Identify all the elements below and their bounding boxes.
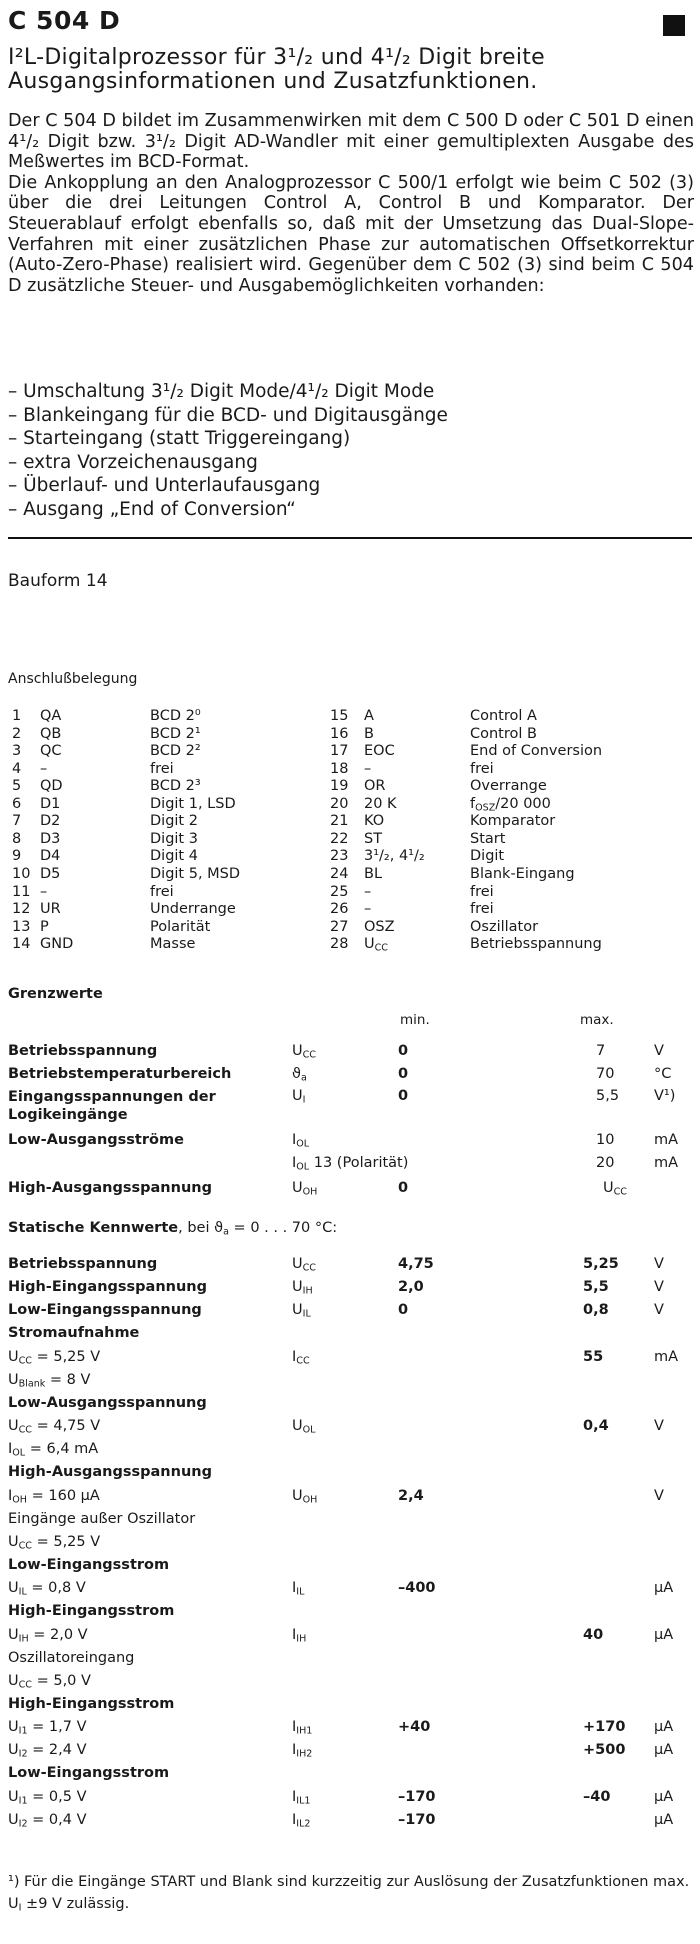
feature-item: – Blankeingang für die BCD- und Digitausgänge bbox=[8, 404, 448, 426]
pin-symbol: D1 bbox=[40, 795, 61, 812]
static-symbol: $U_{IH}$ bbox=[292, 1279, 313, 1297]
static-unit: V bbox=[654, 1256, 664, 1272]
intro-text bbox=[8, 111, 694, 296]
pin-description: Oszillator bbox=[470, 918, 539, 935]
pin-symbol: QD bbox=[40, 778, 63, 795]
pin-number: 15 bbox=[330, 708, 349, 724]
static-label: Stromaufnahme bbox=[8, 1325, 140, 1341]
limit-symbol: $I_{OL}$ bbox=[292, 1132, 310, 1150]
limit-symbol: $U_I$ bbox=[292, 1088, 306, 1106]
static-unit: V bbox=[654, 1488, 664, 1504]
pin-symbol: – bbox=[40, 760, 48, 777]
subtitle: I²L-Digitalprozessor für 3¹/₂ und 4¹/₂ Digit breite Ausgangsinformationen und Zusatzfunktionen. bbox=[8, 45, 545, 94]
static-symbol: $I_{IH1}$ bbox=[292, 1719, 313, 1737]
static-label: $U_{CC} = 5,0$ V bbox=[8, 1673, 91, 1691]
pin-description: Underrange bbox=[150, 901, 236, 918]
static-symbol: $I_{IL1}$ bbox=[292, 1789, 311, 1807]
limit-max: $U_{CC}$ bbox=[603, 1180, 627, 1198]
pin-number: 19 bbox=[330, 778, 349, 795]
static-min: –170 bbox=[398, 1789, 436, 1805]
static-min: 2,0 bbox=[398, 1279, 424, 1295]
static-label: $U_{I2} = 2,4$ V bbox=[8, 1742, 87, 1760]
static-max: +500 bbox=[583, 1742, 626, 1758]
pin-number: 6 bbox=[12, 795, 22, 812]
pin-symbol: B bbox=[364, 725, 374, 742]
pin-symbol: – bbox=[364, 760, 372, 777]
limit-max: 5,5 bbox=[596, 1088, 620, 1104]
intro-paragraph-2: Die Ankopplung an den Analogprozessor C 500/1 erfolgt wie beim C 502 (3) über die drei Leitungen Control A, Control B und Komparator. Der Steuerablauf erfolgt ebenfalls so, daß mit der Umsetzung das Dual-Slope-Verfahren mit einer zusätzlichen Phase zur automatischen Offsetkorrektur (Auto-Zero-Phase) realisiert wird. Gegenüber dem C 502 (3) sind beim C 504 D zusätzliche Steuer- und Ausgabemöglichkeiten vorhanden: bbox=[8, 172, 694, 296]
static-min: –400 bbox=[398, 1580, 436, 1596]
limit-unit: V¹) bbox=[654, 1088, 676, 1104]
limit-label: Low-Ausgangsströme bbox=[8, 1132, 184, 1148]
static-min: 0 bbox=[398, 1302, 409, 1318]
static-unit: mA bbox=[654, 1349, 679, 1365]
static-label: $U_{IL} = 0,8$ V bbox=[8, 1580, 86, 1598]
static-max: 0,4 bbox=[583, 1418, 609, 1434]
package-label: Bauform 14 bbox=[8, 571, 108, 591]
static-label: Low-Eingangsstrom bbox=[8, 1765, 170, 1781]
pin-description: BCD 2⁰ bbox=[150, 708, 201, 724]
pin-symbol: 3¹/₂, 4¹/₂ bbox=[364, 848, 425, 865]
pin-number: 5 bbox=[12, 778, 22, 795]
pin-symbol: EOC bbox=[364, 743, 395, 760]
pin-symbol: – bbox=[364, 883, 372, 900]
pin-symbol: QC bbox=[40, 743, 62, 760]
pin-description: frei bbox=[150, 883, 174, 900]
static-label: $U_{I1} = 0,5$ V bbox=[8, 1789, 87, 1807]
static-unit: μA bbox=[654, 1812, 674, 1828]
pin-symbol: D3 bbox=[40, 830, 61, 847]
pin-number: 14 bbox=[12, 936, 31, 953]
static-max: –40 bbox=[583, 1789, 611, 1805]
static-max: 0,8 bbox=[583, 1302, 609, 1318]
pin-number: 17 bbox=[330, 743, 349, 760]
pin-symbol: OSZ bbox=[364, 918, 395, 935]
static-min: –170 bbox=[398, 1812, 436, 1828]
static-label: Betriebsspannung bbox=[8, 1256, 158, 1272]
intro-paragraph-1: Der C 504 D bildet im Zusammenwirken mit dem C 500 D oder C 501 D einen 4¹/₂ Digit bzw. 3¹/₂ Digit AD-Wandler mit einer gemultiplexten Ausgabe des Meßwertes im BCD-Format. bbox=[8, 111, 694, 173]
static-symbol: $U_{OH}$ bbox=[292, 1488, 318, 1506]
static-min: +40 bbox=[398, 1719, 431, 1735]
static-symbol: $I_{IL2}$ bbox=[292, 1812, 311, 1830]
static-label: $I_{OL} = 6,4$ mA bbox=[8, 1441, 99, 1459]
pin-number: 28 bbox=[330, 936, 349, 953]
page-title: C 504 D bbox=[8, 6, 121, 35]
pin-symbol: D4 bbox=[40, 848, 61, 865]
pin-number: 4 bbox=[12, 760, 22, 777]
static-label: High-Eingangsstrom bbox=[8, 1603, 175, 1619]
feature-item: – Starteingang (statt Triggereingang) bbox=[8, 428, 351, 449]
footnote-text: Für die Eingänge START und Blank sind kurzzeitig zur Auslösung der Zusatzfunktionen max. $U_I \pm 9$ V zulässig. bbox=[8, 1874, 690, 1914]
pin-number: 16 bbox=[330, 725, 349, 742]
static-max: 40 bbox=[583, 1627, 604, 1643]
pin-number: 25 bbox=[330, 883, 349, 900]
static-label: $I_{OH} = 160$ μA bbox=[8, 1488, 100, 1506]
pin-description: End of Conversion bbox=[470, 743, 603, 760]
pin-description: Start bbox=[470, 830, 506, 847]
static-symbol: $U_{OL}$ bbox=[292, 1418, 316, 1436]
limit-label: Betriebstemperaturbereich bbox=[8, 1066, 232, 1082]
pin-number: 24 bbox=[330, 865, 349, 882]
static-symbol: $U_{CC}$ bbox=[292, 1256, 316, 1274]
pin-symbol: – bbox=[364, 901, 372, 918]
limit-max: 20 bbox=[596, 1155, 615, 1171]
limit-label: Eingangsspannungen der Logikeingänge bbox=[8, 1089, 216, 1123]
static-unit: μA bbox=[654, 1742, 674, 1758]
pin-symbol: ST bbox=[364, 830, 383, 847]
pin-number: 13 bbox=[12, 918, 31, 935]
limit-unit: V bbox=[654, 1043, 664, 1059]
limit-min: 0 bbox=[398, 1043, 409, 1059]
pin-description: frei bbox=[470, 883, 494, 900]
pin-description: Polarität bbox=[150, 918, 211, 935]
static-symbol: $I_{IH2}$ bbox=[292, 1742, 313, 1760]
feature-item: – Ausgang „End of Conversion“ bbox=[8, 498, 296, 520]
pin-description: Overrange bbox=[470, 778, 547, 795]
pin-description: BCD 2¹ bbox=[150, 725, 201, 742]
pin-number: 18 bbox=[330, 760, 349, 777]
pin-number: 23 bbox=[330, 848, 349, 865]
static-label: $U_{CC} = 4,75$ V bbox=[8, 1418, 101, 1436]
footnote bbox=[8, 1871, 694, 1915]
pin-number: 1 bbox=[12, 708, 22, 724]
static-min: 2,4 bbox=[398, 1488, 424, 1504]
limit-min: 0 bbox=[398, 1180, 409, 1196]
pin-symbol: A bbox=[364, 708, 374, 724]
static-label: Eingänge außer Oszillator bbox=[8, 1511, 196, 1527]
static-symbol: $I_{CC}$ bbox=[292, 1349, 310, 1367]
static-label: $U_{Blank} = 8$ V bbox=[8, 1372, 91, 1390]
footnote-marker: ¹) bbox=[8, 1874, 20, 1890]
pin-number: 3 bbox=[12, 743, 22, 760]
limit-unit: °C bbox=[654, 1066, 672, 1082]
pin-symbol: QA bbox=[40, 708, 62, 724]
static-unit: μA bbox=[654, 1580, 674, 1596]
limit-label: Betriebsspannung bbox=[8, 1043, 158, 1059]
static-max: 5,5 bbox=[583, 1279, 609, 1295]
pin-description: Control B bbox=[470, 725, 537, 742]
black-square-marker bbox=[663, 15, 685, 36]
pin-description: Betriebsspannung bbox=[470, 936, 602, 953]
static-max: +170 bbox=[583, 1719, 626, 1735]
feature-item: – Überlauf- und Unterlaufausgang bbox=[8, 475, 321, 496]
static-symbol: $I_{IL}$ bbox=[292, 1580, 305, 1598]
static-min: 4,75 bbox=[398, 1256, 434, 1272]
limit-min: 0 bbox=[398, 1088, 409, 1104]
pin-description: Digit bbox=[470, 848, 505, 865]
limit-max: 70 bbox=[596, 1066, 615, 1082]
limit-symbol: $ϑ_a$ bbox=[292, 1066, 307, 1084]
static-label: $U_{CC} = 5,25$ V bbox=[8, 1349, 101, 1367]
limit-unit: mA bbox=[654, 1132, 679, 1148]
pin-assignment-heading: Anschlußbelegung bbox=[8, 671, 138, 687]
pin-description: frei bbox=[150, 760, 174, 777]
pin-symbol: OR bbox=[364, 778, 386, 795]
static-unit: μA bbox=[654, 1789, 674, 1805]
limit-label: High-Ausgangsspannung bbox=[8, 1180, 212, 1196]
pin-description: BCD 2² bbox=[150, 743, 201, 760]
static-unit: V bbox=[654, 1418, 664, 1434]
static-unit: μA bbox=[654, 1719, 674, 1735]
static-label: $U_{I2} = 0,4$ V bbox=[8, 1812, 87, 1830]
limit-unit: mA bbox=[654, 1155, 679, 1171]
static-label: High-Ausgangsspannung bbox=[8, 1464, 212, 1480]
limits-heading: Grenzwerte bbox=[8, 986, 103, 1002]
pin-number: 2 bbox=[12, 725, 22, 742]
pin-description: Digit 5, MSD bbox=[150, 865, 241, 882]
static-label: Low-Eingangsspannung bbox=[8, 1302, 202, 1318]
feature-list bbox=[8, 380, 448, 521]
static-symbol: $U_{IL}$ bbox=[292, 1302, 311, 1320]
pin-description: $f_{OSZ}/20$ 000 bbox=[470, 795, 551, 814]
static-symbol: $I_{IH}$ bbox=[292, 1627, 307, 1645]
pin-description: Digit 3 bbox=[150, 830, 198, 847]
static-label: $U_{IH} = 2,0$ V bbox=[8, 1627, 88, 1645]
pin-description: Komparator bbox=[470, 813, 556, 830]
pin-description: frei bbox=[470, 760, 494, 777]
limit-symbol: $U_{CC}$ bbox=[292, 1043, 316, 1061]
static-label: High-Eingangsstrom bbox=[8, 1696, 175, 1712]
pin-description: Digit 2 bbox=[150, 813, 198, 830]
pin-description: Digit 1, LSD bbox=[150, 795, 236, 812]
pin-symbol: D5 bbox=[40, 865, 61, 882]
static-unit: V bbox=[654, 1302, 664, 1318]
pin-symbol: P bbox=[40, 918, 49, 935]
pin-number: 7 bbox=[12, 813, 22, 830]
pin-symbol: BL bbox=[364, 865, 383, 882]
pin-description: Blank-Eingang bbox=[470, 865, 575, 882]
static-max: 55 bbox=[583, 1349, 604, 1365]
pin-number: 22 bbox=[330, 830, 349, 847]
pin-number: 26 bbox=[330, 901, 349, 918]
pin-symbol: – bbox=[40, 883, 48, 900]
pin-number: 8 bbox=[12, 830, 22, 847]
pin-description: BCD 2³ bbox=[150, 778, 201, 795]
static-unit: μA bbox=[654, 1627, 674, 1643]
static-label: High-Eingangsspannung bbox=[8, 1279, 207, 1295]
static-label: Oszillatoreingang bbox=[8, 1650, 135, 1666]
limit-max: 7 bbox=[596, 1043, 606, 1059]
col-max-header: max. bbox=[580, 1012, 614, 1028]
pin-description: Masse bbox=[150, 936, 196, 953]
pin-symbol: UR bbox=[40, 901, 61, 918]
pin-description: Control A bbox=[470, 708, 537, 724]
pin-symbol: KO bbox=[364, 813, 385, 830]
static-unit: V bbox=[654, 1279, 664, 1295]
pin-number: 10 bbox=[12, 865, 31, 882]
pin-symbol: D2 bbox=[40, 813, 61, 830]
limit-symbol: $I_{OL}$ 13 (Polarität) bbox=[292, 1155, 409, 1173]
static-heading: Statische Kennwerte, bei $ϑ_a = 0$ . . . 70 °C: bbox=[8, 1220, 338, 1238]
pin-number: 21 bbox=[330, 813, 349, 830]
pin-symbol: QB bbox=[40, 725, 62, 742]
pin-number: 9 bbox=[12, 848, 22, 865]
pin-number: 11 bbox=[12, 883, 31, 900]
limit-max: 10 bbox=[596, 1132, 615, 1148]
pin-description: frei bbox=[470, 901, 494, 918]
limit-min: 0 bbox=[398, 1066, 409, 1082]
pin-symbol: $U_{CC}$ bbox=[364, 936, 388, 954]
pin-symbol: 20 K bbox=[364, 795, 397, 812]
pin-number: 12 bbox=[12, 901, 31, 918]
divider bbox=[8, 537, 692, 539]
pin-description: Digit 4 bbox=[150, 848, 198, 865]
limit-symbol: $U_{OH}$ bbox=[292, 1180, 318, 1198]
static-max: 5,25 bbox=[583, 1256, 619, 1272]
static-label: Low-Eingangsstrom bbox=[8, 1557, 170, 1573]
static-label: $U_{CC} = 5,25$ V bbox=[8, 1534, 101, 1552]
col-min-header: min. bbox=[400, 1012, 430, 1028]
pin-number: 20 bbox=[330, 795, 349, 812]
static-label: Low-Ausgangsspannung bbox=[8, 1395, 207, 1411]
pin-symbol: GND bbox=[40, 936, 74, 953]
feature-item: – Umschaltung 3¹/₂ Digit Mode/4¹/₂ Digit Mode bbox=[8, 381, 435, 402]
static-label: $U_{I1} = 1,7$ V bbox=[8, 1719, 87, 1737]
pin-number: 27 bbox=[330, 918, 349, 935]
feature-item: – extra Vorzeichenausgang bbox=[8, 451, 258, 473]
